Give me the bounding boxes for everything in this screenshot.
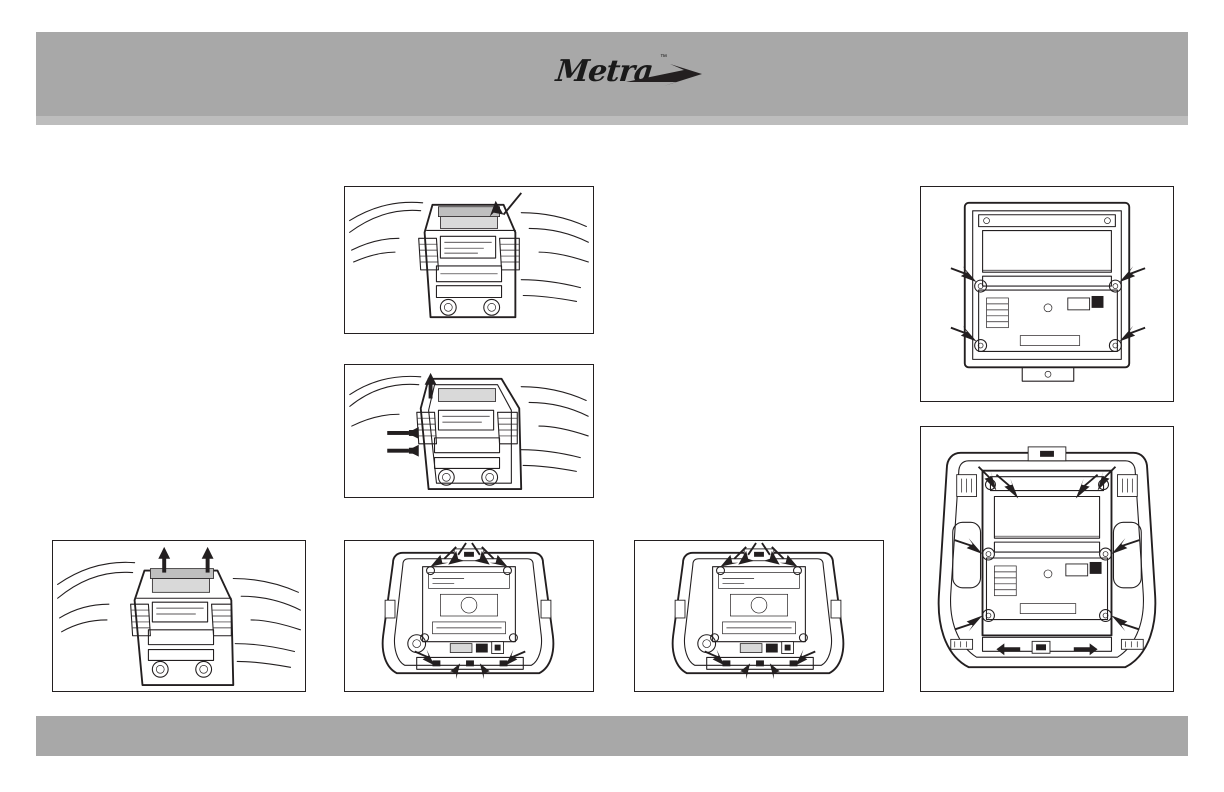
dash-pull-trim-illustration: [345, 365, 593, 497]
arrow-screw-top-right: [772, 547, 798, 567]
arrow-screw-top-left: [431, 547, 457, 567]
header-rule: [36, 116, 1188, 125]
figure-radio-assembly-with-trim: [920, 426, 1174, 692]
arrow-asm-top-right-inner: [1076, 475, 1098, 499]
figure-dash-lift-radio: [52, 540, 306, 692]
arrow-asm-mid-right: [1111, 538, 1139, 554]
arrow-asm-bottom-right: [1111, 616, 1139, 632]
arrow-screw-top-left: [721, 547, 747, 567]
arrow-asm-top-left-inner: [996, 475, 1018, 499]
trademark-symbol: ™: [660, 54, 667, 61]
arrow-asm-bottom-left: [955, 616, 983, 632]
dash-lift-radio-illustration: [53, 541, 305, 691]
dash-remove-trim-illustration: [345, 187, 593, 333]
radio-assembly-illustration: [921, 427, 1173, 691]
arrow-left-clip-upper: [387, 427, 419, 439]
figure-dash-pull-trim: [344, 364, 594, 498]
arrow-rear-top-right: [1119, 266, 1145, 282]
brand-name: Metra: [554, 54, 655, 89]
metra-swoosh-icon: [624, 62, 702, 88]
figure-radio-rear-bracket: [920, 186, 1174, 402]
radio-front-bracket-a-illustration: [345, 541, 593, 691]
arrow-rear-bottom-right: [1119, 326, 1145, 342]
figure-dash-remove-trim: [344, 186, 594, 334]
arrow-asm-bottom-center-right: [1074, 643, 1098, 655]
figure-radio-front-bracket-a: [344, 540, 594, 692]
arrow-screw-top-right: [482, 547, 508, 567]
arrow-asm-mid-left: [955, 538, 983, 554]
metra-logo: [556, 52, 706, 96]
arrow-asm-bottom-center-left: [996, 643, 1020, 655]
radio-rear-bracket-illustration: [921, 187, 1173, 401]
radio-front-bracket-b-illustration: [635, 541, 883, 691]
footer-band: [36, 716, 1188, 756]
figure-radio-front-bracket-b: [634, 540, 884, 692]
arrow-left-clip-lower: [387, 445, 419, 457]
